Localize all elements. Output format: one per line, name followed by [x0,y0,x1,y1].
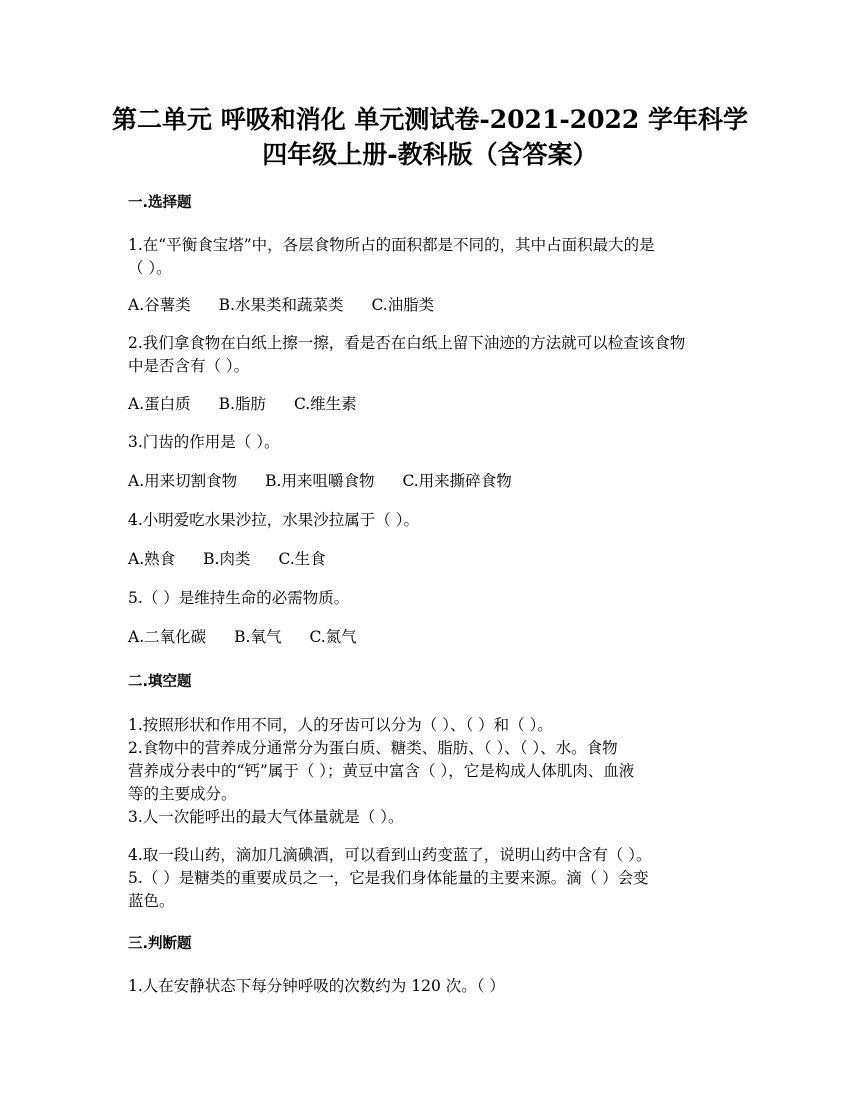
question-options [128,470,512,492]
option-a: A.用来切割食物 [128,472,238,490]
fill-blank-line: 5.（ ）是糖类的重要成员之一，它是我们身体能量的主要来源。滴（ ）会变 [128,869,649,887]
fill-blank-line: 等的主要成分。 [128,785,237,803]
document-title-line-2: 四年级上册-教科版（含答案） [262,140,598,169]
option-a: A.蛋白质 [128,395,191,413]
question-options [128,294,434,316]
question-stem: 1.在“平衡食宝塔”中，各层食物所占的面积都是不同的，其中占面积最大的是 [128,236,655,254]
question-options [128,393,357,415]
option-b: B.用来咀嚼食物 [265,472,375,490]
question-options [128,548,326,570]
section-heading-choice: 一.选择题 [128,195,192,211]
section-heading-true-false: 三.判断题 [128,936,192,952]
fill-blank-line: 1.按照形状和作用不同，人的牙齿可以分为（ ）、（ ）和（ ）。 [128,716,553,734]
question-stem: （ ）。 [128,259,172,277]
fill-blank-line: 营养成分表中的“钙”属于（ ）；黄豆中富含（ ），它是构成人体肌肉、血液 [128,762,635,780]
option-c: C.生食 [278,550,326,568]
fill-blank-line: 4.取一段山药，滴加几滴碘酒，可以看到山药变蓝了，说明山药中含有（ ）。 [128,846,652,864]
option-c: C.用来撕碎食物 [402,472,512,490]
question-stem: 2.我们拿食物在白纸上擦一擦，看是否在白纸上留下油迹的方法就可以检查该食物 [128,334,686,352]
question-options [128,626,357,648]
option-c: C.氮气 [309,628,357,646]
option-c: C.油脂类 [371,296,435,314]
question-stem: 4.小明爱吃水果沙拉，水果沙拉属于（ ）。 [128,511,419,529]
option-b: B.肉类 [203,550,251,568]
option-c: C.维生素 [293,395,357,413]
option-a: A.谷薯类 [128,296,191,314]
true-false-line: 1.人在安静状态下每分钟呼吸的次数约为 120 次。（ ） [128,977,505,995]
option-a: A.熟食 [128,550,176,568]
option-b: B.脂肪 [218,395,266,413]
document-title-line-1: 第二单元 呼吸和消化 单元测试卷-2021-2022 学年科学 [111,105,749,134]
question-stem: 5.（ ）是维持生命的必需物质。 [128,589,350,607]
option-b: B.水果类和蔬菜类 [218,296,344,314]
option-a: A.二氧化碳 [128,628,207,646]
question-stem: 3.门齿的作用是（ ）。 [128,433,280,451]
fill-blank-line: 3.人一次能呼出的最大气体量就是（ ）。 [128,808,404,826]
section-heading-fill-blank: 二.填空题 [128,674,192,690]
question-stem: 中是否含有（ ）。 [128,357,250,375]
option-b: B.氧气 [234,628,282,646]
fill-blank-line: 蓝色。 [128,892,175,910]
fill-blank-line: 2.食物中的营养成分通常分为蛋白质、糖类、脂肪、（ ）、（ ）、水。食物 [128,739,618,757]
